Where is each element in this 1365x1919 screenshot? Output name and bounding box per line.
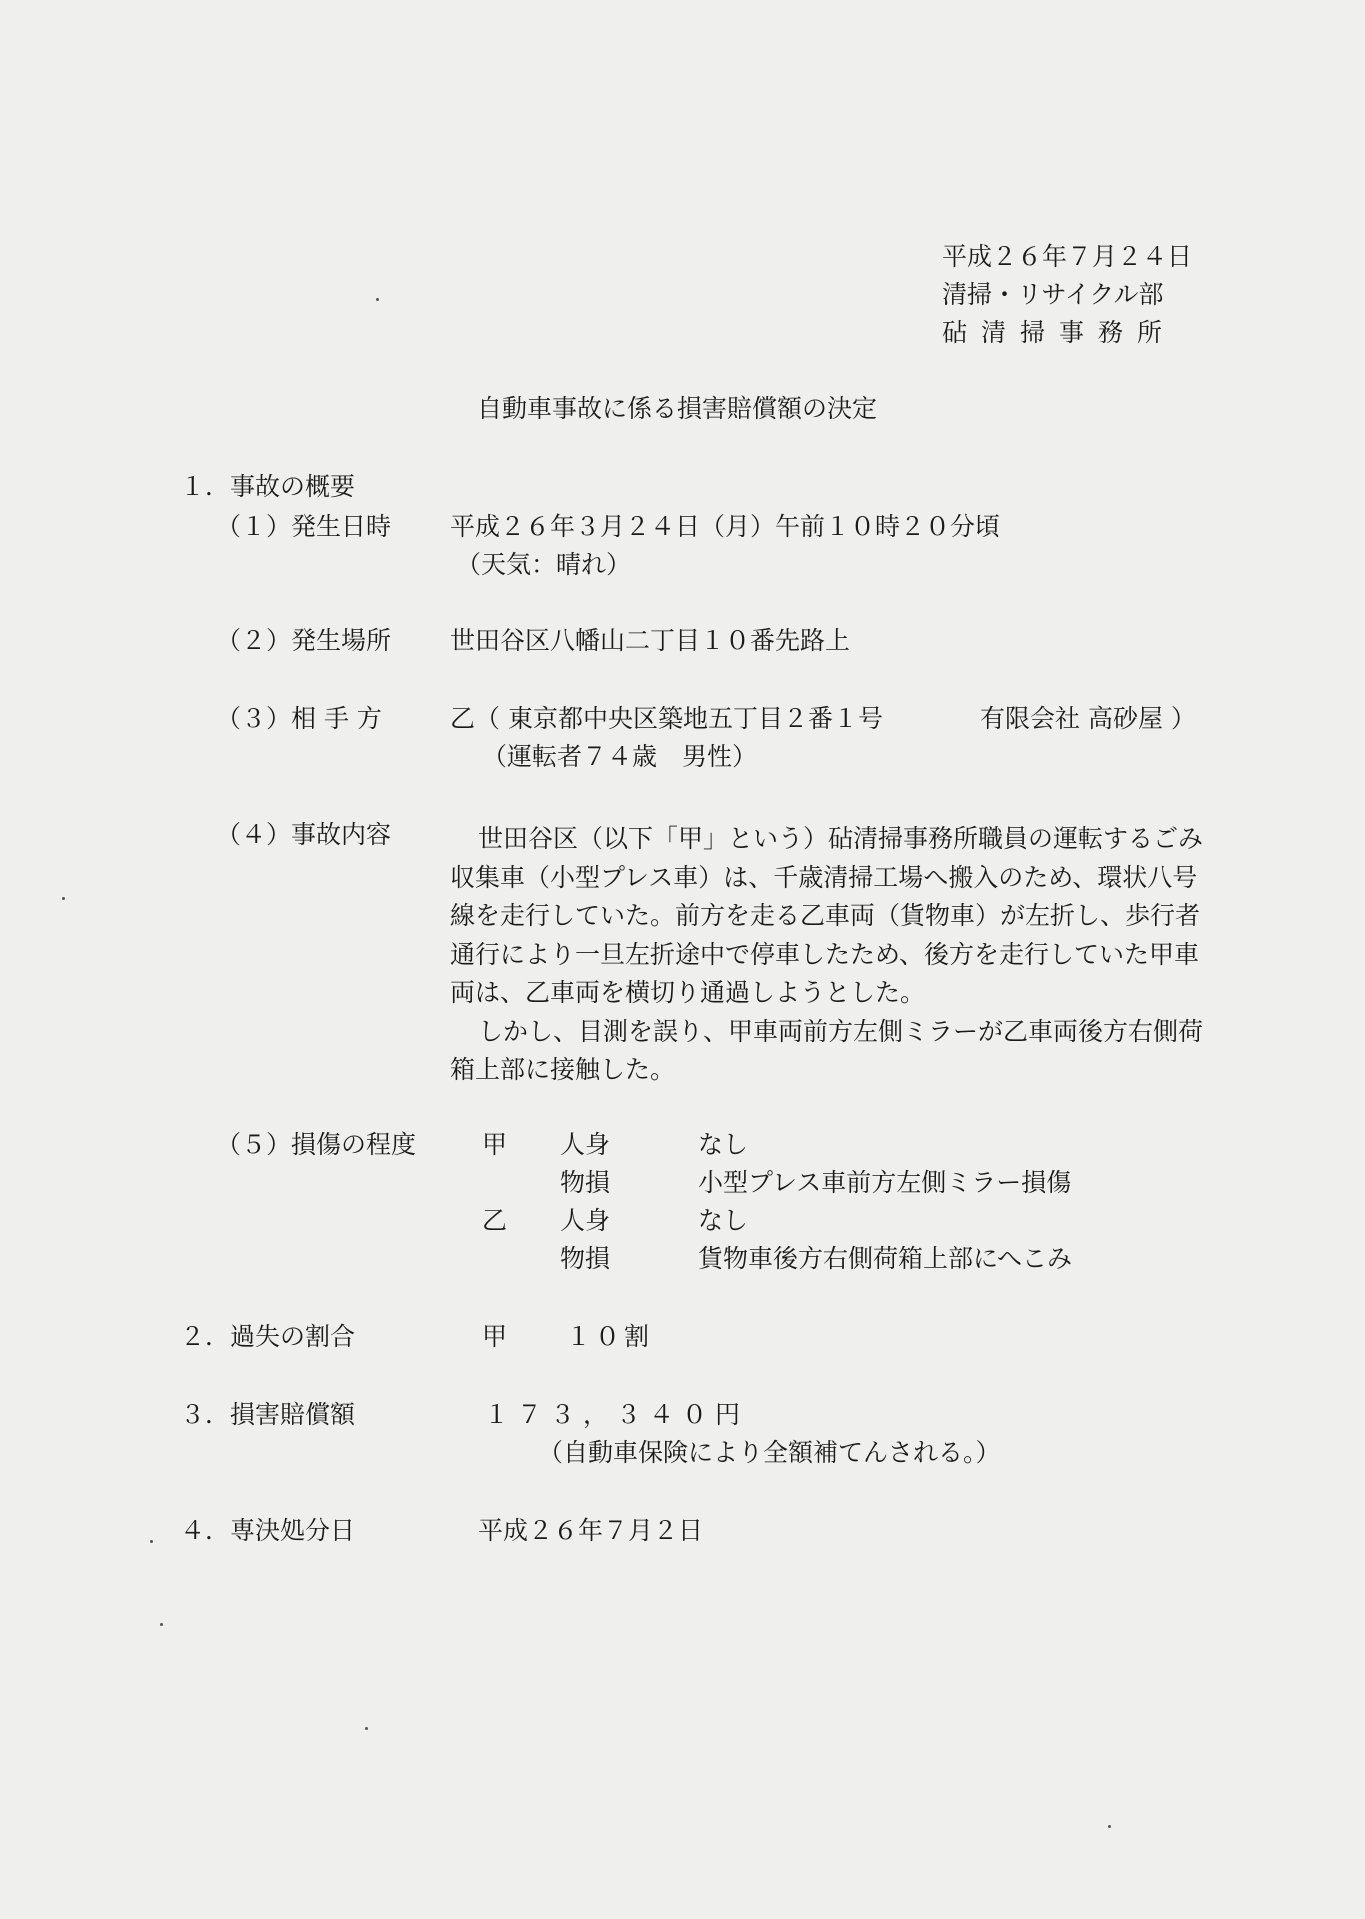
fault-party: 甲 xyxy=(482,1322,508,1351)
scan-speck xyxy=(1108,1825,1111,1828)
scan-speck xyxy=(376,298,379,301)
item-1-label: （１）発生日時 xyxy=(216,512,392,541)
office-name: 砧清掃事務所 xyxy=(942,318,1177,347)
occurrence-datetime: 平成２６年３月２４日（月）午前１０時２０分頃 xyxy=(450,512,1001,541)
occurrence-location: 世田谷区八幡山二丁目１０番先路上 xyxy=(450,626,851,655)
section-2-heading: ２．過失の割合 xyxy=(180,1322,356,1351)
damage-a-property-value: 小型プレス車前方左側ミラー損傷 xyxy=(698,1168,1072,1197)
damage-b-personal-value: なし xyxy=(698,1206,749,1235)
accident-paragraph-2: しかし、目測を誤り、甲車両前方左側ミラーが乙車両後方右側荷箱上部に接触した。 xyxy=(450,1016,1204,1084)
scan-speck xyxy=(365,1727,368,1730)
damage-a-personal-value: なし xyxy=(698,1130,749,1159)
scan-speck xyxy=(62,897,65,900)
damage-party-b: 乙 xyxy=(482,1206,508,1235)
damage-a-property-label: 物損 xyxy=(560,1168,611,1197)
damage-a-personal-label: 人身 xyxy=(560,1130,611,1159)
scan-speck xyxy=(160,1623,163,1626)
scan-speck xyxy=(150,1540,153,1543)
damage-b-property-value: 貨物車後方右側荷箱上部にへこみ xyxy=(698,1244,1073,1273)
counterparty-address: 乙（ 東京都中央区築地五丁目２番１号 xyxy=(450,704,883,733)
item-4-label: （４）事故内容 xyxy=(216,820,392,849)
damage-party-a: 甲 xyxy=(482,1130,508,1159)
document-date: 平成２６年７月２４日 xyxy=(942,242,1193,271)
weather-note: （天気：晴れ） xyxy=(456,550,632,579)
item-5-label: （５）損傷の程度 xyxy=(216,1130,417,1159)
fault-ratio: １０割 xyxy=(566,1322,654,1351)
department-name: 清掃・リサイクル部 xyxy=(942,280,1164,309)
decision-date: 平成２６年７月２日 xyxy=(478,1516,704,1545)
compensation-amount: １７３，３４０円 xyxy=(484,1400,749,1429)
section-4-heading: ４．専決処分日 xyxy=(180,1516,356,1545)
counterparty-company: 有限会社 高砂屋 ） xyxy=(980,704,1196,733)
document-title: 自動車事故に係る損害賠償額の決定 xyxy=(477,394,878,423)
section-3-heading: ３．損害賠償額 xyxy=(180,1400,356,1429)
accident-paragraph-1: 世田谷区（以下「甲」という）砧清掃事務所職員の運転するごみ収集車（小型プレス車）は、千歳清掃工場へ搬入のため、環状八号線を走行していた。前方を走る乙車両（貨物車）が左折し、歩行者通行により一旦左折途中で停車したため、後方を走行していた甲車両は、乙車両を横切り通過しようとした。 xyxy=(450,824,1204,1007)
item-3-label: （３）相 手 方 xyxy=(216,704,382,733)
counterparty-driver: （運転者７４歳 男性） xyxy=(482,742,758,771)
compensation-note: （自動車保険により全額補てんされる。） xyxy=(538,1438,1001,1467)
item-2-label: （２）発生場所 xyxy=(216,626,392,655)
damage-b-property-label: 物損 xyxy=(560,1244,611,1273)
section-1-heading: １．事故の概要 xyxy=(180,472,356,501)
accident-description xyxy=(450,820,1210,1090)
damage-b-personal-label: 人身 xyxy=(560,1206,611,1235)
